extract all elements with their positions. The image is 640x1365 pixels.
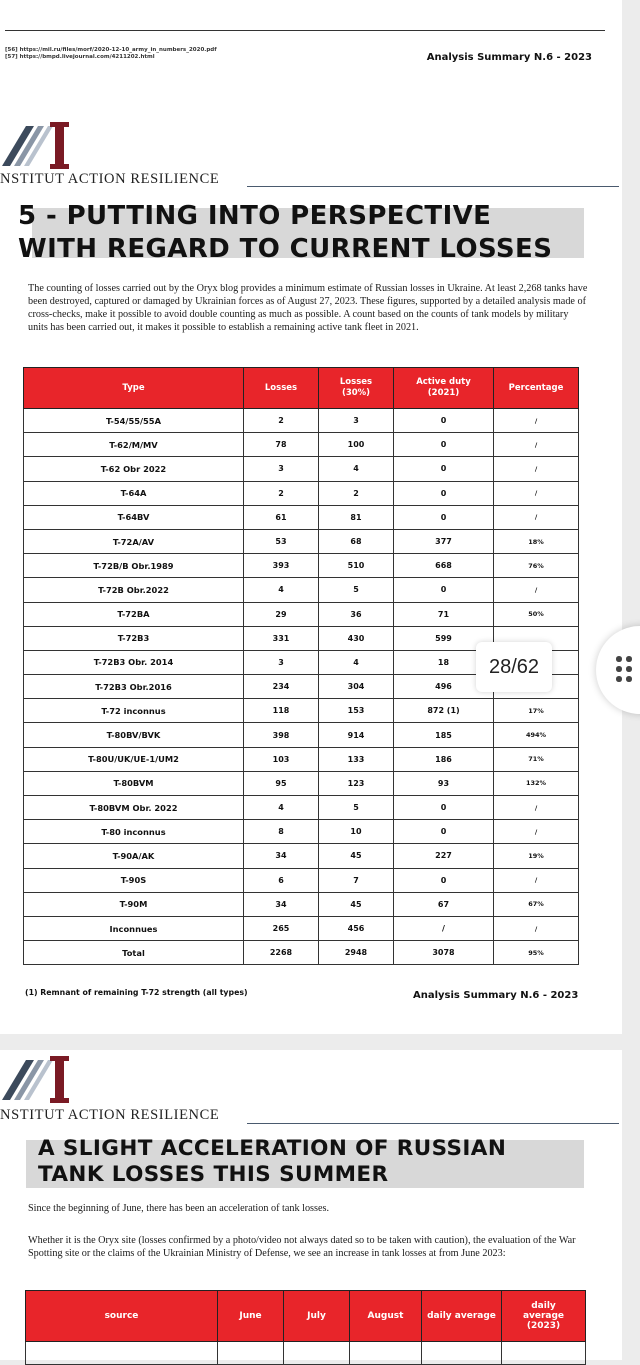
cell-active-duty: 93 [394, 771, 494, 795]
cell-active-duty: 18 [394, 650, 494, 674]
cell-losses-30: 68 [319, 529, 394, 553]
cell-losses: 2268 [244, 941, 319, 965]
cell-percentage: / [494, 481, 579, 505]
section-title-line-1: 5 - PUTTING INTO PERSPECTIVE [18, 201, 492, 231]
cell-losses-30: 4 [319, 457, 394, 481]
header-daily-average-2023-label: daily average (2023) [522, 1301, 565, 1331]
cell-losses: 265 [244, 916, 319, 940]
source-losses-table [25, 1290, 586, 1365]
table-row [24, 796, 579, 820]
table-row [24, 529, 579, 553]
cell-active-duty: 0 [394, 820, 494, 844]
header-june: June [218, 1291, 284, 1342]
cell-percentage: 76% [494, 554, 579, 578]
cell-type: T-72B/B Obr.1989 [24, 554, 244, 578]
cell-losses-30: 45 [319, 892, 394, 916]
header-active-duty [394, 368, 494, 409]
cell-losses-30: 133 [319, 747, 394, 771]
table-row [24, 433, 579, 457]
cell-percentage: / [494, 916, 579, 940]
cell-losses-30: 2 [319, 481, 394, 505]
page-indicator: 28/62 [476, 642, 552, 692]
header-summary-label: Analysis Summary N.6 - 2023 [426, 52, 592, 63]
cell-percentage: / [494, 457, 579, 481]
table-row [24, 723, 579, 747]
cell-active-duty: 0 [394, 796, 494, 820]
table-row [24, 868, 579, 892]
cell-type: T-72A/AV [24, 529, 244, 553]
footnote-references [5, 47, 217, 61]
cell-losses: 34 [244, 892, 319, 916]
table-row [24, 771, 579, 795]
table-row [24, 554, 579, 578]
cell-losses: 95 [244, 771, 319, 795]
cell-losses-30: 4 [319, 650, 394, 674]
cell-active-duty: 185 [394, 723, 494, 747]
cell-losses-30: 36 [319, 602, 394, 626]
cell-losses-30: 81 [319, 505, 394, 529]
cell-losses-30: 3 [319, 409, 394, 433]
cell-losses-30: 153 [319, 699, 394, 723]
cell-losses: 3 [244, 457, 319, 481]
cell-losses-30: 914 [319, 723, 394, 747]
cell-losses: 2 [244, 481, 319, 505]
cell-percentage: / [494, 505, 579, 529]
cell-active-duty: 0 [394, 457, 494, 481]
paragraph-2: Whether it is the Oryx site (losses confirmed by a photo/video not always dated so to be taken with caution), the evaluation of the War Spotting site or the claims of the Ukrainian Ministry of Defense, we see an increase in tank losses at from June 2023: [28, 1235, 576, 1259]
cell-type: T-62 Obr 2022 [24, 457, 244, 481]
cell-active-duty: 0 [394, 433, 494, 457]
cell-losses-30: 100 [319, 433, 394, 457]
cell-losses-30: 7 [319, 868, 394, 892]
cell-type: T-80 inconnus [24, 820, 244, 844]
dots-grid-icon[interactable] [616, 656, 634, 682]
cell-percentage: / [494, 796, 579, 820]
cell-losses: 393 [244, 554, 319, 578]
cell-percentage: 494% [494, 723, 579, 747]
cell-losses-30: 456 [319, 916, 394, 940]
cell-percentage: / [494, 409, 579, 433]
cell-active-duty: 496 [394, 675, 494, 699]
cell-type: Total [24, 941, 244, 965]
cell-type: T-72 inconnus [24, 699, 244, 723]
cell-losses: 103 [244, 747, 319, 771]
table-row [24, 941, 579, 965]
institute-name: NSTITUT ACTION RESILIENCE [0, 1107, 220, 1123]
cell-losses-30: 5 [319, 578, 394, 602]
page-top-rule [5, 30, 605, 31]
cell-active-duty: 67 [394, 892, 494, 916]
cell-losses-30: 5 [319, 796, 394, 820]
cell-losses: 34 [244, 844, 319, 868]
institute-logo-icon [0, 120, 70, 170]
cell-losses: 4 [244, 796, 319, 820]
cell-active-duty: 377 [394, 529, 494, 553]
cell-percentage: 132% [494, 771, 579, 795]
cell-losses: 29 [244, 602, 319, 626]
cell-type: T-72BA [24, 602, 244, 626]
cell-type: T-72B3 Obr. 2014 [24, 650, 244, 674]
cell-losses-30: 304 [319, 675, 394, 699]
cell-losses-30: 123 [319, 771, 394, 795]
cell-percentage: 17% [494, 699, 579, 723]
cell-losses: 61 [244, 505, 319, 529]
cell-percentage: / [494, 433, 579, 457]
cell-percentage: / [494, 820, 579, 844]
cell-losses: 234 [244, 675, 319, 699]
header-type: Type [24, 368, 244, 409]
cell-type: T-80BV/BVK [24, 723, 244, 747]
cell-percentage: 71% [494, 747, 579, 771]
header-daily-average-2023 [502, 1291, 586, 1342]
table-row [24, 457, 579, 481]
section-title [18, 200, 552, 266]
header-july: July [284, 1291, 350, 1342]
cell-active-duty: 227 [394, 844, 494, 868]
cell-losses: 6 [244, 868, 319, 892]
cell-percentage: 19% [494, 844, 579, 868]
paragraph-1: Since the beginning of June, there has been an acceleration of tank losses. [28, 1203, 329, 1214]
cell-losses: 4 [244, 578, 319, 602]
table-note: (1) Remnant of remaining T-72 strength (all types) [25, 988, 248, 997]
cell-percentage: / [494, 578, 579, 602]
header-losses: Losses [244, 368, 319, 409]
cell-losses: 8 [244, 820, 319, 844]
cell-type: T-90M [24, 892, 244, 916]
cell-active-duty: 668 [394, 554, 494, 578]
cell-losses: 331 [244, 626, 319, 650]
header-losses-30-label: Losses (30%) [339, 377, 373, 398]
cell-type: Inconnues [24, 916, 244, 940]
cell-type: T-64A [24, 481, 244, 505]
institute-logo-icon [0, 1054, 70, 1104]
cell-losses: 53 [244, 529, 319, 553]
cell-type: T-72B Obr.2022 [24, 578, 244, 602]
cell-active-duty: 599 [394, 626, 494, 650]
header-rule [247, 186, 619, 187]
table-row [24, 747, 579, 771]
header-rule [247, 1123, 619, 1124]
cell-active-duty: 0 [394, 505, 494, 529]
cell-percentage: 67% [494, 892, 579, 916]
table-row [26, 1342, 586, 1365]
table-row [24, 481, 579, 505]
cell-active-duty: 0 [394, 578, 494, 602]
cell-active-duty: 186 [394, 747, 494, 771]
footnote-56: [56] https://mil.ru/files/morf/2020-12-10_army_in_numbers_2020.pdf [5, 47, 217, 53]
header-losses-30 [319, 368, 394, 409]
cell-type: T-64BV [24, 505, 244, 529]
cell-active-duty: 0 [394, 409, 494, 433]
intro-paragraph: The counting of losses carried out by the Oryx blog provides a minimum estimate of Russian losses in Ukraine. At least 2,268 tanks have been destroyed, captured or damaged by Ukrainian forces as of August 27, 2023. These figures, supported by a detailed analysis made of cross-checks, make it possible to avoid double counting as much as possible. A count based on the counts of tank models by military units has been carried out, it makes it possible to establish a remaining active tank fleet in 2021. [28, 283, 588, 333]
header-august: August [350, 1291, 422, 1342]
header-active-duty-label: Active duty (2021) [416, 377, 471, 398]
table-header-row [26, 1291, 586, 1342]
cell-active-duty: 0 [394, 868, 494, 892]
cell-losses: 2 [244, 409, 319, 433]
table-row [24, 505, 579, 529]
header-percentage: Percentage [494, 368, 579, 409]
cell-percentage: 18% [494, 529, 579, 553]
cell-active-duty: 0 [394, 481, 494, 505]
cell-active-duty: 71 [394, 602, 494, 626]
cell-losses-30: 430 [319, 626, 394, 650]
table-header-row [24, 368, 579, 409]
cell-losses-30: 2948 [319, 941, 394, 965]
cell-type: T-62/M/MV [24, 433, 244, 457]
cell-percentage: 95% [494, 941, 579, 965]
table-row [24, 699, 579, 723]
cell-type: T-72B3 Obr.2016 [24, 675, 244, 699]
cell-losses: 118 [244, 699, 319, 723]
header-daily-average: daily average [422, 1291, 502, 1342]
cell-type: T-80U/UK/UE-1/UM2 [24, 747, 244, 771]
section-title-line-1: A SLIGHT ACCELERATION OF RUSSIAN [38, 1136, 507, 1161]
cell-active-duty: / [394, 916, 494, 940]
cell-type: T-80BVM [24, 771, 244, 795]
header-source: source [26, 1291, 218, 1342]
table-row [24, 602, 579, 626]
cell-losses: 78 [244, 433, 319, 457]
cell-losses: 3 [244, 650, 319, 674]
cell-losses-30: 10 [319, 820, 394, 844]
cell-type: T-80BVM Obr. 2022 [24, 796, 244, 820]
footer-summary-label: Analysis Summary N.6 - 2023 [413, 990, 579, 1001]
footnote-57: [57] https://bmpd.livejournal.com/4211202.html [5, 54, 155, 60]
table-row [24, 820, 579, 844]
table-row [24, 892, 579, 916]
cell-active-duty: 3078 [394, 941, 494, 965]
cell-type: T-90A/AK [24, 844, 244, 868]
institute-name: NSTITUT ACTION RESILIENCE [0, 171, 220, 187]
table-row [24, 844, 579, 868]
cell-type: T-90S [24, 868, 244, 892]
cell-losses-30: 510 [319, 554, 394, 578]
table-row [24, 916, 579, 940]
cell-losses-30: 45 [319, 844, 394, 868]
section-title [38, 1136, 506, 1188]
table-row [24, 578, 579, 602]
cell-type: T-54/55/55A [24, 409, 244, 433]
table-row [24, 409, 579, 433]
section-title-line-2: TANK LOSSES THIS SUMMER [38, 1162, 389, 1187]
cell-type: T-72B3 [24, 626, 244, 650]
cell-percentage: / [494, 868, 579, 892]
cell-percentage: 50% [494, 602, 579, 626]
cell-active-duty: 872 (1) [394, 699, 494, 723]
section-title-line-2: WITH REGARD TO CURRENT LOSSES [18, 234, 553, 264]
cell-losses: 398 [244, 723, 319, 747]
